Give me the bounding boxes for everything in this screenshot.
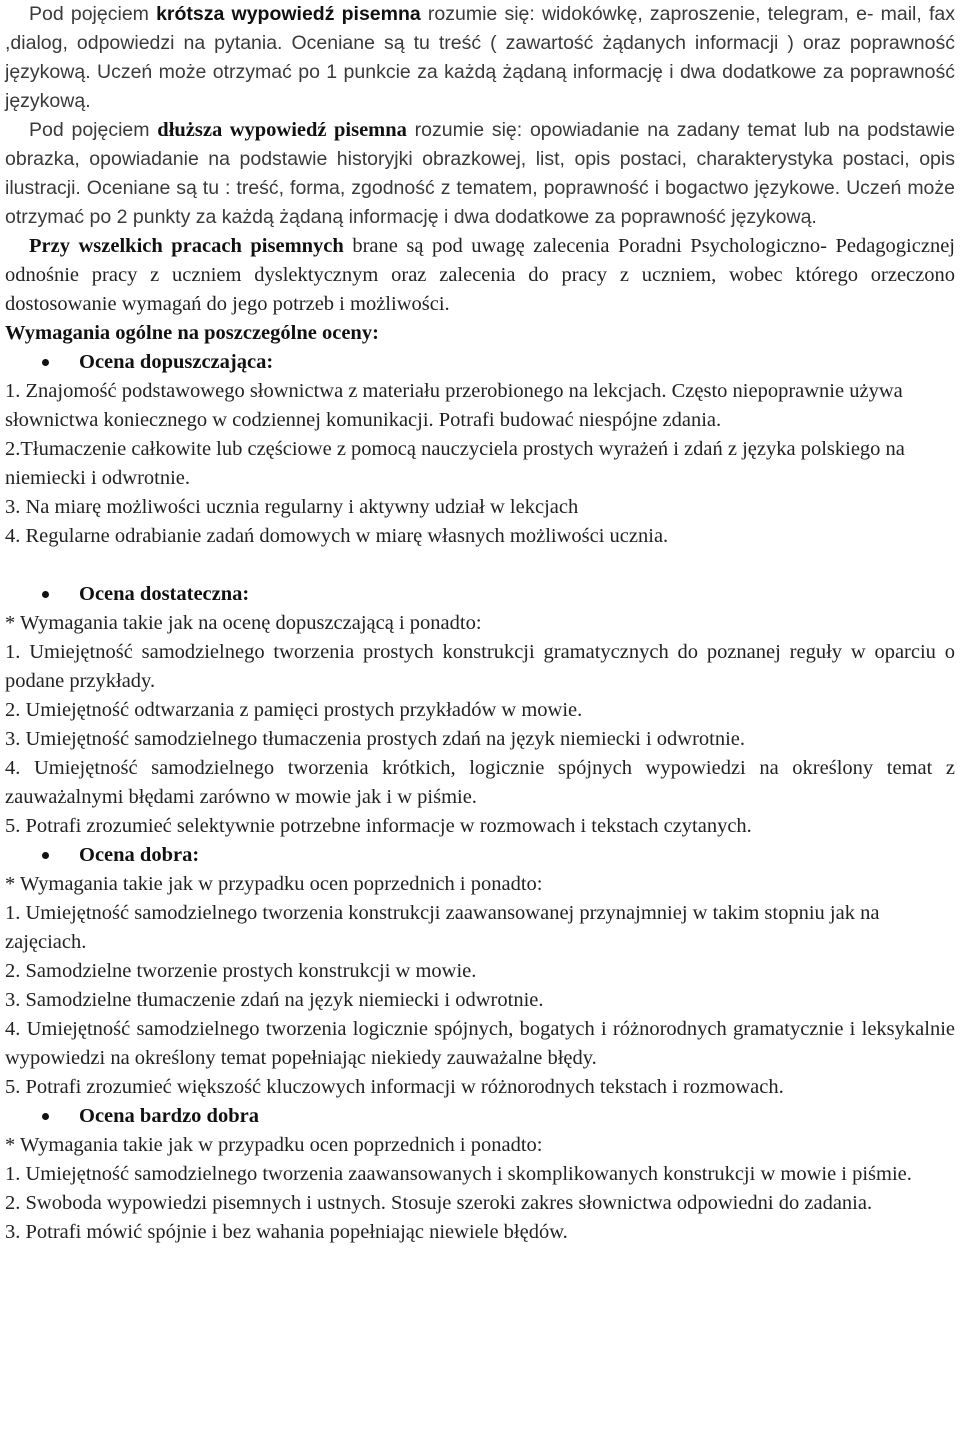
para3-body: brane są pod uwagę zalecenia Poradni Psychologiczno- Pedagogicznej odnośnie pracy z uczniem dyslektycznym oraz zalecenia do pracy z uczniem, wobec którego orzeczono dostosowanie wymagań do jego potrzeb i możliwości. — [5, 235, 955, 315]
list-item: 1. Znajomość podstawowego słownictwa z materiału przerobionego na lekcjach. Często niepoprawnie używa słownictwa koniecznego w codziennej komunikacji. Potrafi budować niespójne zdania. — [5, 380, 903, 431]
grade-heading-satisfactory: Ocena dostateczna: — [5, 580, 955, 609]
para3-term: Przy wszelkich pracach pisemnych — [29, 235, 344, 257]
list-item: 1. Umiejętność samodzielnego tworzenia konstrukcji zaawansowanej przynajmniej w takim stopniu jak na zajęciach. — [5, 902, 880, 953]
grade-intro: * Wymagania takie jak w przypadku ocen poprzednich i ponadto: — [5, 873, 543, 895]
grade-heading-sufficient: Ocena dopuszczająca: — [5, 348, 955, 377]
list-item: 3. Potrafi mówić spójnie i bez wahania popełniając niewiele błędów. — [5, 1221, 568, 1243]
list-item: 2. Swoboda wypowiedzi pisemnych i ustnych. Stosuje szeroki zakres słownictwa odpowiedni do zadania. — [5, 1192, 873, 1214]
para2-term: dłuższa wypowiedź pisemna — [157, 119, 407, 141]
list-item: 5. Potrafi zrozumieć większość kluczowych informacji w różnorodnych tekstach i rozmowach. — [5, 1076, 784, 1098]
list-item: 1. Umiejętność samodzielnego tworzenia prostych konstrukcji gramatycznych do poznanej reguły w oparciu o podane przykłady. — [5, 641, 955, 692]
grade-heading-very-good: Ocena bardzo dobra — [5, 1102, 955, 1131]
requirements-heading: Wymagania ogólne na poszczególne oceny: — [5, 322, 379, 344]
para1-body: rozumie się: widokówkę, zaproszenie, telegram, e- mail, fax ,dialog, odpowiedzi na pytania. Oceniane są tu treść ( zawartość żądanych informacji ) oraz poprawność językową. Uczeń może otrzymać po 1 punkcie za każdą żądaną informację i dwa dodatkowe za poprawność językową. — [5, 3, 955, 112]
bullet-icon — [42, 359, 49, 366]
para1-term: krótsza wypowiedź pisemna — [156, 3, 421, 25]
list-item: 2.Tłumaczenie całkowite lub częściowe z pomocą nauczyciela prostych wyrażeń i zdań z języka polskiego na niemiecki i odwrotnie. — [5, 438, 905, 489]
bullet-icon — [42, 591, 49, 598]
grade-heading-good: Ocena dobra: — [5, 841, 955, 870]
list-item: 2. Umiejętność odtwarzania z pamięci prostych przykładów w mowie. — [5, 699, 583, 721]
bullet-icon — [42, 1113, 49, 1120]
para2-lead: Pod pojęciem — [29, 119, 158, 141]
list-item: 1. Umiejętność samodzielnego tworzenia zaawansowanych i skomplikowanych konstrukcji w mowie i piśmie. — [5, 1163, 912, 1185]
spacer — [5, 551, 955, 580]
list-item: 2. Samodzielne tworzenie prostych konstrukcji w mowie. — [5, 960, 477, 982]
list-item: 4. Umiejętność samodzielnego tworzenia krótkich, logicznie spójnych wypowiedzi na określony temat z zauważalnymi błędami zarówno w mowie jak i w piśmie. — [5, 757, 955, 808]
para1-lead: Pod pojęciem — [29, 3, 157, 25]
paragraph-all-written-works — [5, 232, 955, 319]
paragraph-long-written-form — [5, 116, 955, 232]
list-item: 4. Umiejętność samodzielnego tworzenia logicznie spójnych, bogatych i różnorodnych gramatycznie i leksykalnie wypowiedzi na określony temat popełniając niekiedy zauważalne błędy. — [5, 1018, 955, 1069]
grade-intro: * Wymagania takie jak w przypadku ocen poprzednich i ponadto: — [5, 1134, 543, 1156]
list-item: 4. Regularne odrabianie zadań domowych w miarę własnych możliwości ucznia. — [5, 525, 669, 547]
list-item: 5. Potrafi zrozumieć selektywnie potrzebne informacje w rozmowach i tekstach czytanych. — [5, 815, 752, 837]
bullet-icon — [42, 852, 49, 859]
paragraph-short-written-form — [5, 0, 955, 116]
list-item: 3. Umiejętność samodzielnego tłumaczenia prostych zdań na język niemiecki i odwrotnie. — [5, 728, 746, 750]
para2-body: rozumie się: opowiadanie na zadany temat lub na podstawie obrazka, opowiadanie na podstawie historyjki obrazkowej, list, opis postaci, charakterystyka postaci, opis ilustracji. Oceniane są tu : treść, forma, zgodność z tematem, poprawność i bogactwo językowe. Uczeń może otrzymać po 2 punkty za każdą żądaną informację i dwa dodatkowe za poprawność językową. — [5, 119, 955, 228]
grade-intro: * Wymagania takie jak na ocenę dopuszczającą i ponadto: — [5, 612, 482, 634]
list-item: 3. Samodzielne tłumaczenie zdań na język niemiecki i odwrotnie. — [5, 989, 544, 1011]
list-item: 3. Na miarę możliwości ucznia regularny i aktywny udział w lekcjach — [5, 496, 579, 518]
